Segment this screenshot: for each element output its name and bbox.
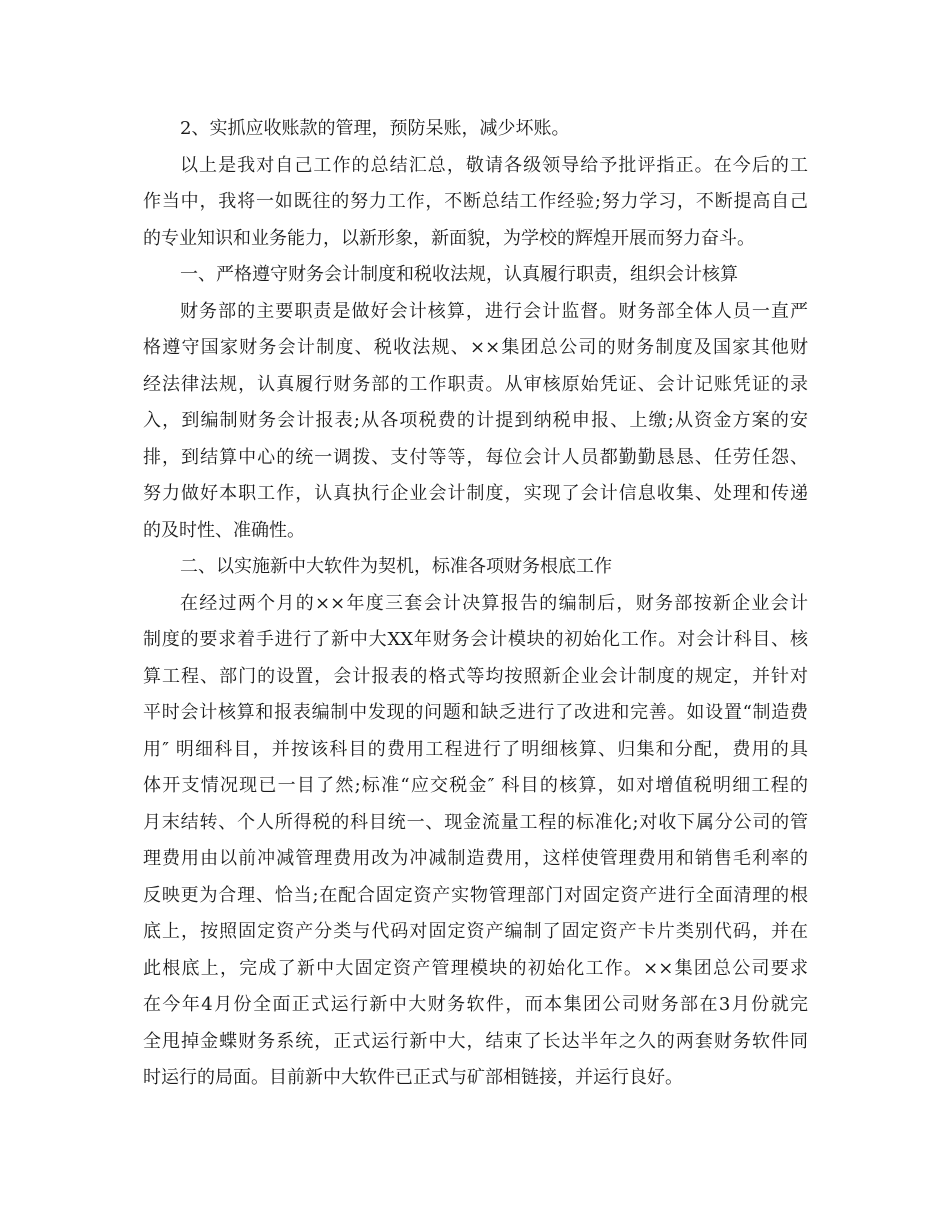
paragraph-line: 用″ 明细科目，并按该科目的费用工程进行了明细核算、归集和分配，费用的具 bbox=[143, 738, 808, 760]
paragraph-line: 在经过两个月的××年度三套会计决算报告的编制后，财务部按新企业会计 bbox=[180, 592, 808, 614]
paragraph-line: 作当中，我将一如既往的努力工作，不断总结工作经验;努力学习，不断提高自己 bbox=[143, 191, 808, 212]
paragraph-line: 反映更为合理、恰当;在配合固定资产实物管理部门对固定资产进行全面清理的根 bbox=[143, 884, 808, 906]
paragraph-line: 格遵守国家财务会计制度、税收法规、××集团总公司的财务制度及国家其他财 bbox=[143, 337, 808, 358]
paragraph-line: 此根底上，完成了新中大固定资产管理模块的初始化工作。××集团总公司要求 bbox=[143, 957, 808, 979]
paragraph-line: 财务部的主要职责是做好会计核算，进行会计监督。财务部全体人员一直严 bbox=[180, 300, 808, 322]
paragraph-line: 以上是我对自己工作的总结汇总，敬请各级领导给予批评指正。在今后的工 bbox=[180, 154, 808, 176]
paragraph-line: 全甩掉金蝶财务系统，正式运行新中大，结束了长达半年之久的两套财务软件同 bbox=[143, 1030, 808, 1052]
section-heading-2: 二、以实施新中大软件为契机，标准各项财务根底工作 bbox=[180, 556, 612, 577]
paragraph-line: 算工程、部门的设置，会计报表的格式等均按照新企业会计制度的规定，并针对 bbox=[143, 665, 808, 687]
document-body bbox=[143, 111, 808, 1097]
paragraph-line: 入，到编制财务会计报表;从各项税费的计提到纳税申报、上缴;从资金方案的安 bbox=[143, 410, 808, 431]
paragraph-line: 制度的要求着手进行了新中大XX年财务会计模块的初始化工作。对会计科目、核 bbox=[143, 629, 808, 650]
paragraph-line: 体开支情况现已一目了然;标准“应交税金″ 科目的核算，如对增值税明细工程的 bbox=[143, 775, 808, 796]
paragraph-line: 时运行的局面。目前新中大软件已正式与矿部相链接，并运行良好。 bbox=[143, 1067, 683, 1088]
paragraph-line: 的及时性、准确性。 bbox=[143, 519, 305, 541]
paragraph-line: 经法律法规，认真履行财务部的工作职责。从审核原始凭证、会计记账凭证的录 bbox=[143, 373, 808, 395]
paragraph-line: 理费用由以前冲减管理费用改为冲减制造费用，这样使管理费用和销售毛利率的 bbox=[143, 848, 808, 869]
paragraph-line: 的专业知识和业务能力，以新形象，新面貌，为学校的辉煌开展而努力奋斗。 bbox=[143, 227, 755, 249]
paragraph-line: 在今年4月份全面正式运行新中大财务软件，而本集团公司财务部在3月份就完 bbox=[143, 994, 808, 1015]
paragraph-line: 平时会计核算和报表编制中发现的问题和缺乏进行了改进和完善。如设置“制造费 bbox=[143, 702, 808, 723]
section-heading-1: 一、严格遵守财务会计制度和税收法规，认真履行职责，组织会计核算 bbox=[180, 264, 738, 285]
paragraph-line: 月末结转、个人所得税的科目统一、现金流量工程的标准化;对收下属分公司的管 bbox=[143, 811, 808, 833]
list-item-2: 2、实抓应收账款的管理，预防呆账，减少坏账。 bbox=[180, 118, 570, 139]
paragraph-line: 努力做好本职工作，认真执行企业会计制度，实现了会计信息收集、处理和传递 bbox=[143, 483, 808, 504]
paragraph-line: 底上，按照固定资产分类与代码对固定资产编制了固定资产卡片类别代码，并在 bbox=[143, 921, 808, 942]
paragraph-line: 排，到结算中心的统一调拨、支付等等，每位会计人员都勤勤恳恳、任劳任怨、 bbox=[143, 446, 808, 468]
